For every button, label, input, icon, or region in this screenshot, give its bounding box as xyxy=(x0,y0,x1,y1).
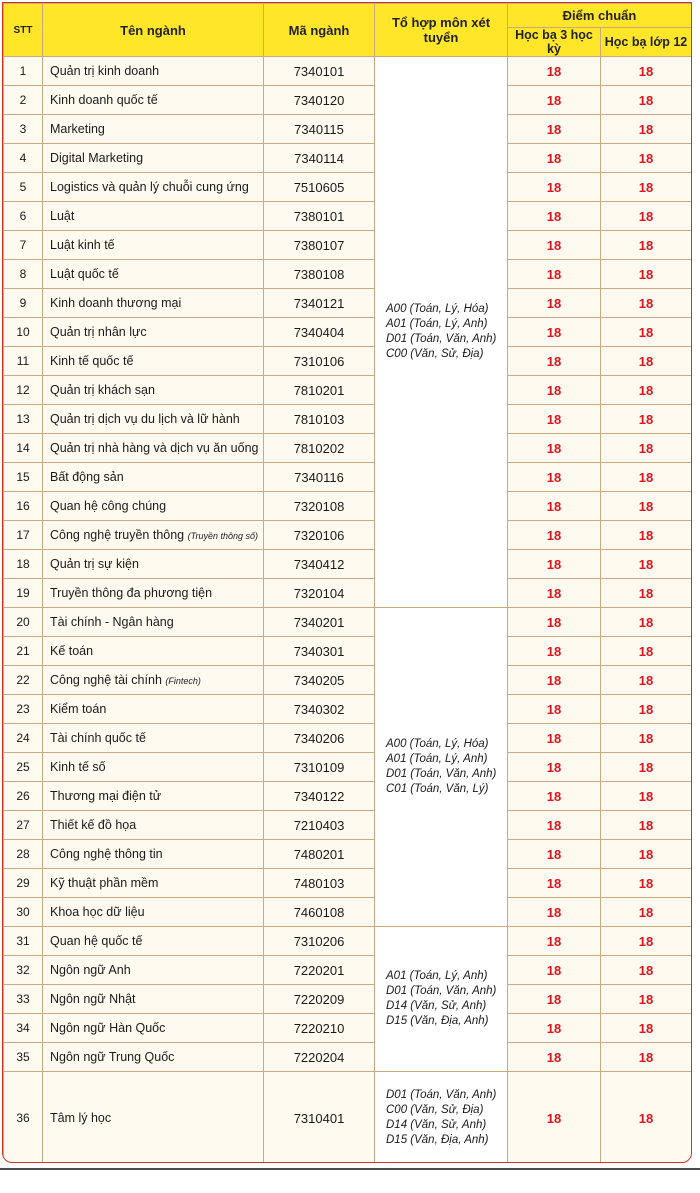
row-stt: 33 xyxy=(4,985,43,1014)
row-subject-combo xyxy=(375,608,508,927)
table-row xyxy=(4,318,692,347)
row-major-name xyxy=(43,289,264,318)
row-major-code: 7340120 xyxy=(264,86,375,115)
row-score-3-semesters: 18 xyxy=(508,318,601,347)
row-major-code: 7220210 xyxy=(264,1014,375,1043)
major-name: Ngôn ngữ Nhật xyxy=(50,992,136,1006)
row-major-name xyxy=(43,608,264,637)
row-major-name xyxy=(43,434,264,463)
row-score-grade-12: 18 xyxy=(601,811,692,840)
table-row xyxy=(4,57,692,86)
row-major-code: 7380107 xyxy=(264,231,375,260)
major-name: Kinh tế quốc tế xyxy=(50,354,134,368)
row-score-grade-12: 18 xyxy=(601,144,692,173)
major-name: Công nghệ truyền thông xyxy=(50,528,185,542)
row-major-name xyxy=(43,144,264,173)
row-major-name xyxy=(43,1014,264,1043)
combo-line: D15 (Văn, Địa, Anh) xyxy=(386,1015,489,1027)
row-stt: 23 xyxy=(4,695,43,724)
major-name: Thương mại điện tử xyxy=(50,789,162,803)
row-score-3-semesters: 18 xyxy=(508,840,601,869)
major-name: Thiết kế đồ họa xyxy=(50,818,137,832)
row-stt: 7 xyxy=(4,231,43,260)
major-name: Kế toán xyxy=(50,644,94,658)
row-score-3-semesters: 18 xyxy=(508,289,601,318)
row-score-grade-12: 18 xyxy=(601,1014,692,1043)
row-major-code: 7340302 xyxy=(264,695,375,724)
combo-line: A01 (Toán, Lý, Anh) xyxy=(386,970,488,982)
row-score-grade-12: 18 xyxy=(601,173,692,202)
row-score-grade-12: 18 xyxy=(601,1072,692,1164)
row-score-3-semesters: 18 xyxy=(508,173,601,202)
row-score-grade-12: 18 xyxy=(601,376,692,405)
row-major-code: 7340205 xyxy=(264,666,375,695)
major-name: Digital Marketing xyxy=(50,151,144,165)
table-row xyxy=(4,347,692,376)
table-row xyxy=(4,956,692,985)
row-score-3-semesters: 18 xyxy=(508,956,601,985)
row-score-grade-12: 18 xyxy=(601,289,692,318)
row-major-code: 7340122 xyxy=(264,782,375,811)
row-major-code: 7340412 xyxy=(264,550,375,579)
major-name: Quản trị dịch vụ du lịch và lữ hành xyxy=(50,412,240,426)
row-score-grade-12: 18 xyxy=(601,202,692,231)
major-name: Bất động sản xyxy=(50,470,124,484)
row-major-name xyxy=(43,579,264,608)
table-row xyxy=(4,376,692,405)
row-stt: 34 xyxy=(4,1014,43,1043)
table-row xyxy=(4,724,692,753)
row-score-3-semesters: 18 xyxy=(508,1014,601,1043)
row-score-grade-12: 18 xyxy=(601,782,692,811)
row-major-code: 7210403 xyxy=(264,811,375,840)
row-stt: 18 xyxy=(4,550,43,579)
major-name: Ngôn ngữ Anh xyxy=(50,963,131,977)
table-row xyxy=(4,637,692,666)
major-name: Logistics và quản lý chuỗi cung ứng xyxy=(50,180,249,194)
row-major-code: 7480103 xyxy=(264,869,375,898)
table-row xyxy=(4,608,692,637)
major-name: Ngôn ngữ Trung Quốc xyxy=(50,1050,175,1064)
row-major-name xyxy=(43,550,264,579)
row-score-grade-12: 18 xyxy=(601,347,692,376)
row-major-name xyxy=(43,463,264,492)
row-score-3-semesters: 18 xyxy=(508,260,601,289)
row-score-grade-12: 18 xyxy=(601,579,692,608)
row-stt: 17 xyxy=(4,521,43,550)
row-score-3-semesters: 18 xyxy=(508,376,601,405)
combo-line: A00 (Toán, Lý, Hóa) xyxy=(386,738,489,750)
row-major-name xyxy=(43,695,264,724)
row-major-name xyxy=(43,231,264,260)
row-score-grade-12: 18 xyxy=(601,231,692,260)
major-name: Công nghệ thông tin xyxy=(50,847,163,861)
row-major-code: 7220209 xyxy=(264,985,375,1014)
table-row xyxy=(4,434,692,463)
row-score-grade-12: 18 xyxy=(601,869,692,898)
row-major-name xyxy=(43,492,264,521)
table-row xyxy=(4,985,692,1014)
header-name: Tên ngành xyxy=(43,4,264,57)
major-note: (Truyền thông số) xyxy=(187,531,258,541)
row-major-code: 7340115 xyxy=(264,115,375,144)
row-subject-combo xyxy=(375,927,508,1072)
row-score-3-semesters: 18 xyxy=(508,115,601,144)
row-major-code: 7340201 xyxy=(264,608,375,637)
row-major-name xyxy=(43,869,264,898)
row-major-code: 7310206 xyxy=(264,927,375,956)
row-major-name xyxy=(43,811,264,840)
row-major-name xyxy=(43,260,264,289)
table-row xyxy=(4,927,692,956)
row-major-code: 7340121 xyxy=(264,289,375,318)
row-score-grade-12: 18 xyxy=(601,492,692,521)
major-name: Tài chính quốc tế xyxy=(50,731,146,745)
row-stt: 3 xyxy=(4,115,43,144)
row-score-grade-12: 18 xyxy=(601,463,692,492)
table-row xyxy=(4,260,692,289)
row-major-name xyxy=(43,1072,264,1164)
header-code: Mã ngành xyxy=(264,4,375,57)
row-score-grade-12: 18 xyxy=(601,695,692,724)
row-score-3-semesters: 18 xyxy=(508,550,601,579)
major-name: Quản trị khách sạn xyxy=(50,383,155,397)
combo-line: D14 (Văn, Sử, Anh) xyxy=(386,1119,487,1131)
row-major-name xyxy=(43,115,264,144)
combo-line: D01 (Toán, Văn, Anh) xyxy=(386,768,497,780)
table-row xyxy=(4,753,692,782)
row-score-grade-12: 18 xyxy=(601,608,692,637)
row-stt: 20 xyxy=(4,608,43,637)
row-major-name xyxy=(43,927,264,956)
row-score-3-semesters: 18 xyxy=(508,463,601,492)
row-stt: 27 xyxy=(4,811,43,840)
row-score-grade-12: 18 xyxy=(601,318,692,347)
major-name: Luật quốc tế xyxy=(50,267,119,281)
major-name: Kỹ thuật phần mềm xyxy=(50,876,159,890)
row-major-code: 7310401 xyxy=(264,1072,375,1164)
row-stt: 8 xyxy=(4,260,43,289)
major-name: Công nghệ tài chính xyxy=(50,673,162,687)
major-name: Luật xyxy=(50,209,75,223)
row-stt: 24 xyxy=(4,724,43,753)
major-name: Kinh doanh quốc tế xyxy=(50,93,158,107)
row-major-name xyxy=(43,724,264,753)
major-name: Tâm lý học xyxy=(50,1111,112,1125)
row-score-grade-12: 18 xyxy=(601,260,692,289)
row-major-name xyxy=(43,57,264,86)
combo-line: D14 (Văn, Sử, Anh) xyxy=(386,1000,487,1012)
row-major-name xyxy=(43,521,264,550)
row-stt: 5 xyxy=(4,173,43,202)
row-score-3-semesters: 18 xyxy=(508,753,601,782)
table-row xyxy=(4,1043,692,1072)
row-score-grade-12: 18 xyxy=(601,86,692,115)
row-major-code: 7340404 xyxy=(264,318,375,347)
table-row xyxy=(4,666,692,695)
row-score-3-semesters: 18 xyxy=(508,405,601,434)
row-major-code: 7340116 xyxy=(264,463,375,492)
combo-line: A01 (Toán, Lý, Anh) xyxy=(386,753,488,765)
row-score-3-semesters: 18 xyxy=(508,347,601,376)
row-stt: 32 xyxy=(4,956,43,985)
major-name: Quản trị kinh doanh xyxy=(50,64,160,78)
row-major-name xyxy=(43,405,264,434)
major-name: Marketing xyxy=(50,122,105,136)
row-major-name xyxy=(43,86,264,115)
combo-line: D15 (Văn, Địa, Anh) xyxy=(386,1134,489,1146)
row-major-code: 7810103 xyxy=(264,405,375,434)
table-row xyxy=(4,840,692,869)
row-major-name xyxy=(43,666,264,695)
major-name: Quản trị nhân lực xyxy=(50,325,147,339)
row-score-3-semesters: 18 xyxy=(508,608,601,637)
row-major-name xyxy=(43,898,264,927)
row-score-3-semesters: 18 xyxy=(508,57,601,86)
row-stt: 36 xyxy=(4,1072,43,1164)
major-name: Quản trị sự kiện xyxy=(50,557,139,571)
header-combo: Tổ hợp môn xét tuyển xyxy=(375,4,508,57)
row-score-grade-12: 18 xyxy=(601,724,692,753)
row-score-grade-12: 18 xyxy=(601,637,692,666)
row-major-code: 7380101 xyxy=(264,202,375,231)
row-score-3-semesters: 18 xyxy=(508,666,601,695)
row-score-grade-12: 18 xyxy=(601,57,692,86)
row-score-grade-12: 18 xyxy=(601,666,692,695)
row-major-code: 7310106 xyxy=(264,347,375,376)
row-score-grade-12: 18 xyxy=(601,405,692,434)
row-stt: 1 xyxy=(4,57,43,86)
row-score-3-semesters: 18 xyxy=(508,898,601,927)
combo-line: D01 (Toán, Văn, Anh) xyxy=(386,985,497,997)
row-stt: 4 xyxy=(4,144,43,173)
major-name: Kiểm toán xyxy=(50,702,107,716)
row-major-name xyxy=(43,782,264,811)
table-row xyxy=(4,1014,692,1043)
row-score-3-semesters: 18 xyxy=(508,811,601,840)
major-name: Ngôn ngữ Hàn Quốc xyxy=(50,1021,166,1035)
row-stt: 13 xyxy=(4,405,43,434)
combo-line: A00 (Toán, Lý, Hóa) xyxy=(386,303,489,315)
row-score-grade-12: 18 xyxy=(601,115,692,144)
table-row xyxy=(4,115,692,144)
row-stt: 21 xyxy=(4,637,43,666)
row-stt: 14 xyxy=(4,434,43,463)
row-stt: 10 xyxy=(4,318,43,347)
row-major-code: 7320108 xyxy=(264,492,375,521)
table-row xyxy=(4,405,692,434)
table-row xyxy=(4,579,692,608)
row-score-grade-12: 18 xyxy=(601,985,692,1014)
table-row xyxy=(4,492,692,521)
row-major-name xyxy=(43,753,264,782)
row-stt: 12 xyxy=(4,376,43,405)
row-major-code: 7220201 xyxy=(264,956,375,985)
bottom-divider xyxy=(0,1168,700,1170)
table-row xyxy=(4,463,692,492)
row-stt: 2 xyxy=(4,86,43,115)
row-major-name xyxy=(43,840,264,869)
row-score-3-semesters: 18 xyxy=(508,231,601,260)
combo-line: D01 (Toán, Văn, Anh) xyxy=(386,333,497,345)
row-score-3-semesters: 18 xyxy=(508,782,601,811)
row-major-name xyxy=(43,637,264,666)
row-stt: 22 xyxy=(4,666,43,695)
row-major-name xyxy=(43,1043,264,1072)
row-score-3-semesters: 18 xyxy=(508,144,601,173)
combo-line: C00 (Văn, Sử, Địa) xyxy=(386,1104,484,1116)
combo-line: C01 (Toán, Văn, Lý) xyxy=(386,783,489,795)
table-row xyxy=(4,1072,692,1164)
combo-line: D01 (Toán, Văn, Anh) xyxy=(386,1089,497,1101)
row-major-name xyxy=(43,173,264,202)
row-score-grade-12: 18 xyxy=(601,927,692,956)
row-score-3-semesters: 18 xyxy=(508,637,601,666)
row-stt: 15 xyxy=(4,463,43,492)
major-name: Truyền thông đa phương tiện xyxy=(50,586,213,600)
row-stt: 30 xyxy=(4,898,43,927)
table-row xyxy=(4,898,692,927)
row-major-name xyxy=(43,202,264,231)
row-major-code: 7480201 xyxy=(264,840,375,869)
admission-score-table-frame xyxy=(2,2,692,1163)
admission-score-table xyxy=(3,3,692,1163)
row-major-name xyxy=(43,347,264,376)
row-major-code: 7380108 xyxy=(264,260,375,289)
row-major-name xyxy=(43,985,264,1014)
major-name: Quan hệ công chúng xyxy=(50,499,167,513)
row-score-3-semesters: 18 xyxy=(508,434,601,463)
row-score-3-semesters: 18 xyxy=(508,1072,601,1164)
row-score-3-semesters: 18 xyxy=(508,985,601,1014)
table-row xyxy=(4,521,692,550)
major-name: Khoa học dữ liệu xyxy=(50,905,145,919)
table-row xyxy=(4,550,692,579)
row-stt: 28 xyxy=(4,840,43,869)
row-score-3-semesters: 18 xyxy=(508,724,601,753)
header-score-grade-12: Học bạ lớp 12 xyxy=(601,28,692,57)
row-major-code: 7310109 xyxy=(264,753,375,782)
row-major-name xyxy=(43,956,264,985)
row-stt: 6 xyxy=(4,202,43,231)
header-score-group: Điểm chuẩn xyxy=(508,4,692,28)
row-major-code: 7320104 xyxy=(264,579,375,608)
row-major-code: 7340301 xyxy=(264,637,375,666)
row-major-name xyxy=(43,318,264,347)
major-name: Luật kinh tế xyxy=(50,238,115,252)
table-body xyxy=(4,57,692,1164)
major-name: Tài chính - Ngân hàng xyxy=(50,615,174,629)
row-major-code: 7340101 xyxy=(264,57,375,86)
header-stt: STT xyxy=(4,4,43,57)
major-name: Quản trị nhà hàng và dịch vụ ăn uống xyxy=(50,441,259,455)
row-subject-combo xyxy=(375,57,508,608)
row-major-code: 7510605 xyxy=(264,173,375,202)
row-score-grade-12: 18 xyxy=(601,1043,692,1072)
row-score-grade-12: 18 xyxy=(601,956,692,985)
row-stt: 11 xyxy=(4,347,43,376)
row-stt: 35 xyxy=(4,1043,43,1072)
row-major-code: 7460108 xyxy=(264,898,375,927)
combo-line: C00 (Văn, Sử, Địa) xyxy=(386,348,484,360)
row-score-3-semesters: 18 xyxy=(508,695,601,724)
row-score-grade-12: 18 xyxy=(601,840,692,869)
row-score-3-semesters: 18 xyxy=(508,492,601,521)
row-major-code: 7220204 xyxy=(264,1043,375,1072)
table-row xyxy=(4,695,692,724)
row-stt: 25 xyxy=(4,753,43,782)
row-stt: 16 xyxy=(4,492,43,521)
combo-line: A01 (Toán, Lý, Anh) xyxy=(386,318,488,330)
row-major-name xyxy=(43,376,264,405)
row-score-3-semesters: 18 xyxy=(508,869,601,898)
major-name: Kinh doanh thương mại xyxy=(50,296,182,310)
row-score-grade-12: 18 xyxy=(601,434,692,463)
major-note: (Fintech) xyxy=(165,676,201,686)
row-score-3-semesters: 18 xyxy=(508,579,601,608)
table-row xyxy=(4,811,692,840)
table-row xyxy=(4,782,692,811)
row-stt: 31 xyxy=(4,927,43,956)
major-name: Quan hệ quốc tế xyxy=(50,934,143,948)
table-row xyxy=(4,86,692,115)
row-score-3-semesters: 18 xyxy=(508,86,601,115)
row-major-code: 7340114 xyxy=(264,144,375,173)
row-score-grade-12: 18 xyxy=(601,521,692,550)
row-score-3-semesters: 18 xyxy=(508,202,601,231)
table-row xyxy=(4,144,692,173)
row-stt: 26 xyxy=(4,782,43,811)
header-score-3-semesters: Học bạ 3 học kỳ xyxy=(508,28,601,57)
row-major-code: 7810201 xyxy=(264,376,375,405)
major-name: Kinh tế số xyxy=(50,760,106,774)
row-stt: 19 xyxy=(4,579,43,608)
row-major-code: 7810202 xyxy=(264,434,375,463)
table-row xyxy=(4,231,692,260)
row-score-3-semesters: 18 xyxy=(508,521,601,550)
table-row xyxy=(4,869,692,898)
row-score-3-semesters: 18 xyxy=(508,1043,601,1072)
row-subject-combo xyxy=(375,1072,508,1164)
row-score-grade-12: 18 xyxy=(601,550,692,579)
row-score-3-semesters: 18 xyxy=(508,927,601,956)
row-major-code: 7340206 xyxy=(264,724,375,753)
table-row xyxy=(4,173,692,202)
table-row xyxy=(4,289,692,318)
row-score-grade-12: 18 xyxy=(601,753,692,782)
row-stt: 29 xyxy=(4,869,43,898)
row-major-code: 7320106 xyxy=(264,521,375,550)
table-row xyxy=(4,202,692,231)
row-stt: 9 xyxy=(4,289,43,318)
row-score-grade-12: 18 xyxy=(601,898,692,927)
